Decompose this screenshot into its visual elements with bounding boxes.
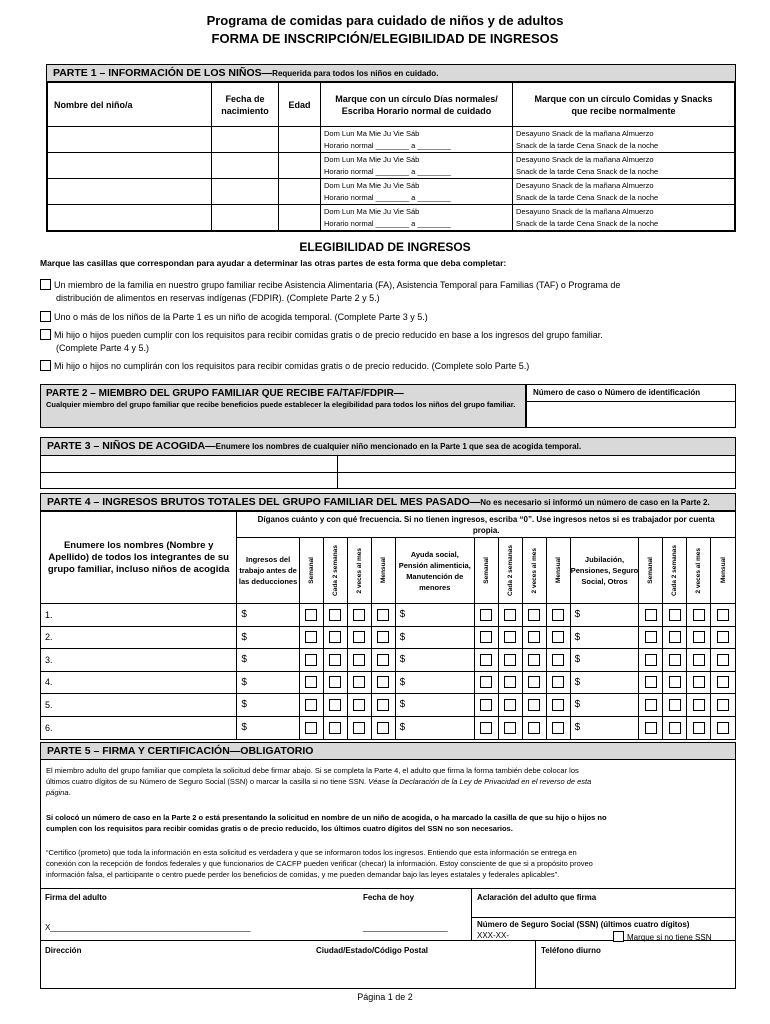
frequency-checkbox[interactable] — [693, 676, 705, 688]
frequency-checkbox[interactable] — [669, 722, 681, 734]
frequency-cell — [687, 671, 711, 694]
assistance-checkbox[interactable] — [40, 279, 51, 290]
frequency-cell — [474, 671, 498, 694]
part2-title: PARTE 2 – MIEMBRO DEL GRUPO FAMILIAR QUE RECIBE FA/TAF/FDPIR— — [46, 388, 404, 399]
member-name-field[interactable]: 4. — [41, 671, 237, 694]
frequency-checkbox[interactable] — [504, 722, 516, 734]
child-name-field[interactable] — [48, 127, 212, 153]
child-row — [48, 205, 735, 231]
col-days-hours: Marque con un círculo Días normales/ Escriba Horario normal de cuidado — [321, 83, 513, 127]
child-birth-field[interactable] — [212, 205, 279, 231]
frequency-cell — [663, 671, 687, 694]
frequency-cell — [546, 626, 570, 649]
frequency-cell — [663, 649, 687, 672]
ssn-field[interactable]: XXX-XX- — [477, 931, 510, 940]
frequency-cell — [299, 649, 323, 672]
frequency-checkbox[interactable] — [329, 676, 341, 688]
frequency-cell — [347, 694, 371, 717]
frequency-cell — [639, 649, 663, 672]
frequency-checkbox[interactable] — [717, 609, 729, 621]
freq-label: Cada 2 semanas — [331, 545, 339, 596]
frequency-checkbox[interactable] — [480, 676, 492, 688]
col-age: Edad — [279, 83, 321, 127]
part1-header — [47, 65, 735, 82]
frequency-cell — [323, 716, 347, 739]
child-name-field[interactable] — [48, 153, 212, 179]
case-number-label: Número de caso o Número de identificación — [533, 388, 701, 397]
form-subtitle: FORMA DE INSCRIPCIÓN/ELEGIBILIDAD DE INGRESOS — [211, 31, 559, 46]
case-number-divider — [526, 401, 736, 402]
frequency-cell — [639, 716, 663, 739]
frequency-checkbox[interactable] — [353, 722, 365, 734]
frequency-checkbox[interactable] — [693, 722, 705, 734]
foster-name-field[interactable] — [337, 472, 735, 488]
frequency-cell — [711, 604, 735, 627]
frequency-cell — [687, 649, 711, 672]
income-row — [41, 649, 735, 672]
part3-section — [40, 437, 736, 489]
signature-line[interactable]: X_____________________________________________ — [45, 923, 251, 932]
frequency-cell — [347, 649, 371, 672]
member-name-field[interactable]: 6. — [41, 716, 237, 739]
sign-instructions: El miembro adulto del grupo familiar que completa la solicitud debe firmar abajo. Si se completa la Parte 4, el adulto que firma la forma también debe colocar los últimos cuatro dígitos de su Número de Seguro Social (SSN) o marcar la casilla si no tiene SSN. Véase la Declaración de la Ley de Privacidad en el reverso de esta página. — [46, 766, 592, 797]
income-amount-field[interactable]: $ — [237, 716, 300, 739]
income-amount-field[interactable]: $ — [570, 649, 639, 672]
frequency-checkbox[interactable] — [645, 699, 657, 711]
part3-title: PARTE 3 – NIÑOS DE ACOGIDA— — [47, 440, 216, 452]
option-assistance: Un miembro de la familia en nuestro grupo familiar recibe Asistencia Alimentaria (FA), Asistencia Temporal para Familias (TAF) o Programa de distribución de alimentos en reservas indígenas (FDPIR). (Complete Parte 2 y 5.) — [40, 279, 740, 305]
frequency-cell — [299, 716, 323, 739]
freq-label: Semanal — [647, 557, 655, 584]
income-amount-field[interactable]: $ — [237, 626, 300, 649]
member-name-field[interactable]: 1. — [41, 604, 237, 627]
frequency-cell — [711, 626, 735, 649]
frequency-checkbox[interactable] — [528, 676, 540, 688]
freq-label: Mensual — [379, 557, 387, 584]
part3-header — [41, 438, 735, 456]
income-amount-field[interactable]: $ — [570, 671, 639, 694]
meals-cell[interactable]: Desayuno Snack de la mañana Almuerzo Snack de la tarde Cena Snack de la noche — [513, 153, 735, 179]
frequency-cell — [687, 604, 711, 627]
frequency-cell — [474, 626, 498, 649]
frequency-cell — [498, 716, 522, 739]
income-amount-field[interactable]: $ — [237, 671, 300, 694]
frequency-checkbox[interactable] — [353, 609, 365, 621]
frequency-checkbox[interactable] — [329, 722, 341, 734]
frequency-cell — [522, 694, 546, 717]
freq-label: 2 veces al mes — [695, 547, 703, 594]
frequency-cell — [522, 716, 546, 739]
frequency-checkbox[interactable] — [305, 676, 317, 688]
signature-label: Firma del adulto — [45, 893, 107, 902]
col-child-name: Nombre del niño/a — [48, 83, 212, 127]
frequency-cell — [474, 604, 498, 627]
member-name-field[interactable]: 2. — [41, 626, 237, 649]
freq-label: Semanal — [307, 557, 315, 584]
frequency-cell — [323, 626, 347, 649]
frequency-cell — [371, 604, 395, 627]
frequency-cell — [498, 649, 522, 672]
frequency-cell — [663, 626, 687, 649]
days-cell[interactable]: Dom Lun Ma Mie Ju Vie Sáb Horario normal ________ a ________ — [321, 127, 513, 153]
income-amount-field[interactable]: $ — [395, 626, 474, 649]
child-birth-field[interactable] — [212, 179, 279, 205]
frequency-checkbox[interactable] — [377, 699, 389, 711]
frequency-cell — [371, 671, 395, 694]
frequency-cell — [663, 716, 687, 739]
frequency-cell — [347, 716, 371, 739]
printed-name-label: Aclaración del adulto que firma — [477, 893, 597, 902]
frequency-checkbox[interactable] — [552, 676, 564, 688]
income-amount-field[interactable]: $ — [570, 604, 639, 627]
frequency-checkbox[interactable] — [305, 631, 317, 643]
frequency-cell — [522, 626, 546, 649]
child-age-field[interactable] — [279, 153, 321, 179]
col-meals: Marque con un círculo Comidas y Snacks que recibe normalmente — [513, 83, 735, 127]
income-instructions: Díganos cuánto y con qué frecuencia. Si no tienen ingresos, escriba “0”. Use ingresos netos si es trabajador por cuenta propia. — [237, 512, 735, 538]
certification-text: “Certifico (prometo) que toda la información en esta solicitud es verdadera y que se informaron todos los ingresos. Entiendo que esta información se entrega en conexión con la recepción de fondos federales y que funcionarios de CACFP pueden verificar (checar) la información. Estoy consciente de que si a propósito proveo información falsa, el participante o centro puede perder los beneficios de comidas, y me pueden demandar bajo las leyes estatales y federales aplicables”. — [46, 848, 593, 879]
income-row — [41, 626, 735, 649]
frequency-checkbox[interactable] — [669, 609, 681, 621]
freq-label: Semanal — [482, 557, 490, 584]
no-ssn-option: Marque si no tiene SSN — [613, 931, 712, 942]
income-amount-field[interactable]: $ — [395, 604, 474, 627]
members-header: Enumere los nombres (Nombre y Apellido) de todos los integrantes de su grupo familiar, incluso niños de acogida — [41, 512, 237, 604]
part1-subtitle: Requerida para todos los niños en cuidado. — [272, 69, 439, 78]
frequency-checkbox[interactable] — [669, 654, 681, 666]
foster-name-field[interactable] — [41, 472, 337, 488]
frequency-checkbox[interactable] — [717, 722, 729, 734]
eligibility-title: ELEGIBILIDAD DE INGRESOS — [299, 240, 471, 254]
frequency-checkbox[interactable] — [693, 609, 705, 621]
frequency-checkbox[interactable] — [353, 654, 365, 666]
income-amount-field[interactable]: $ — [237, 694, 300, 717]
child-age-field[interactable] — [279, 205, 321, 231]
frequency-cell — [299, 694, 323, 717]
frequency-checkbox[interactable] — [645, 609, 657, 621]
frequency-checkbox[interactable] — [693, 699, 705, 711]
foster-checkbox[interactable] — [40, 311, 51, 322]
src-work-header: Ingresos del trabajo antes de las deducciones — [237, 538, 300, 604]
frequency-cell — [711, 694, 735, 717]
frequency-checkbox[interactable] — [552, 609, 564, 621]
frequency-cell — [498, 626, 522, 649]
income-amount-field[interactable]: $ — [570, 694, 639, 717]
part4-title: PARTE 4 – INGRESOS BRUTOS TOTALES DEL GRUPO FAMILIAR DEL MES PASADO— — [47, 496, 481, 508]
income-amount-field[interactable]: $ — [395, 694, 474, 717]
frequency-checkbox[interactable] — [305, 654, 317, 666]
divider — [471, 888, 472, 940]
frequency-checkbox[interactable] — [480, 609, 492, 621]
frequency-checkbox[interactable] — [504, 631, 516, 643]
part1-section — [46, 64, 736, 232]
frequency-checkbox[interactable] — [669, 676, 681, 688]
foster-name-field[interactable] — [337, 456, 735, 472]
part2-section — [40, 384, 526, 428]
frequency-checkbox[interactable] — [504, 699, 516, 711]
income-amount-field[interactable]: $ — [237, 604, 300, 627]
frequency-cell — [323, 649, 347, 672]
address-label: Dirección — [45, 946, 82, 955]
frequency-cell — [546, 716, 570, 739]
frequency-cell — [371, 626, 395, 649]
part4-header — [41, 494, 735, 511]
frequency-checkbox[interactable] — [693, 631, 705, 643]
src-assistance-header: Ayuda social, Pensión alimenticia, Manutención de menores — [395, 538, 474, 604]
days-cell[interactable]: Dom Lun Ma Mie Ju Vie Sáb Horario normal ________ a ________ — [321, 153, 513, 179]
income-rows — [41, 604, 735, 739]
child-name-field[interactable] — [48, 179, 212, 205]
frequency-checkbox[interactable] — [528, 722, 540, 734]
days-cell[interactable]: Dom Lun Ma Mie Ju Vie Sáb Horario normal ________ a ________ — [321, 205, 513, 231]
not-eligible-checkbox[interactable] — [40, 360, 51, 371]
frequency-cell — [711, 649, 735, 672]
income-amount-field[interactable]: $ — [237, 649, 300, 672]
frequency-checkbox[interactable] — [377, 609, 389, 621]
child-age-field[interactable] — [279, 179, 321, 205]
frequency-cell — [347, 604, 371, 627]
frequency-cell — [687, 626, 711, 649]
src-retirement-header: Jubilación, Pensiones, Seguro Social, Otros — [570, 538, 639, 604]
income-amount-field[interactable]: $ — [570, 626, 639, 649]
frequency-cell — [299, 626, 323, 649]
frequency-checkbox[interactable] — [305, 722, 317, 734]
frequency-checkbox[interactable] — [305, 609, 317, 621]
freq-label: 2 veces al mes — [530, 547, 538, 594]
income-amount-field[interactable]: $ — [395, 716, 474, 739]
frequency-checkbox[interactable] — [353, 676, 365, 688]
income-row — [41, 716, 735, 739]
frequency-checkbox[interactable] — [645, 676, 657, 688]
frequency-checkbox[interactable] — [329, 609, 341, 621]
freq-label: Mensual — [719, 557, 727, 584]
page-number: Página 1 de 2 — [357, 992, 413, 1002]
child-birth-field[interactable] — [212, 127, 279, 153]
frequency-checkbox[interactable] — [693, 654, 705, 666]
frequency-cell — [663, 604, 687, 627]
option-income: Mi hijo o hijos pueden cumplir con los requisitos para recibir comidas gratis o de precio reducido en base a los ingresos del grupo familiar. (Complete Parte 4 y 5.) — [40, 329, 740, 355]
frequency-checkbox[interactable] — [305, 699, 317, 711]
freq-label: Cada 2 semanas — [671, 545, 679, 596]
freq-label: Cada 2 semanas — [506, 545, 514, 596]
income-checkbox[interactable] — [40, 329, 51, 340]
frequency-cell — [546, 694, 570, 717]
frequency-cell — [546, 671, 570, 694]
freq-label: Mensual — [554, 557, 562, 584]
case-number-field[interactable] — [526, 384, 736, 428]
frequency-cell — [639, 694, 663, 717]
frequency-checkbox[interactable] — [717, 631, 729, 643]
frequency-cell — [522, 671, 546, 694]
income-table — [41, 511, 735, 739]
part2-description: Cualquier miembro del grupo familiar que recibe beneficios puede establecer la elegibilidad para todos los niños del grupo familiar. — [46, 400, 516, 409]
frequency-cell — [323, 694, 347, 717]
frequency-cell — [546, 604, 570, 627]
frequency-checkbox[interactable] — [329, 699, 341, 711]
frequency-checkbox[interactable] — [480, 722, 492, 734]
child-birth-field[interactable] — [212, 153, 279, 179]
divider — [535, 940, 536, 988]
frequency-checkbox[interactable] — [669, 699, 681, 711]
divider — [41, 888, 735, 889]
frequency-checkbox[interactable] — [353, 631, 365, 643]
option-foster: Uno o más de los niños de la Parte 1 es un niño de acogida temporal. (Complete Parte 3 y 5.) — [40, 311, 740, 324]
frequency-cell — [371, 716, 395, 739]
frequency-cell — [323, 671, 347, 694]
part5-section — [40, 742, 736, 989]
frequency-cell — [711, 671, 735, 694]
part3-subtitle: Enumere los nombres de cualquier niño mencionado en la Parte 1 que sea de acogida temporal. — [215, 442, 582, 451]
frequency-checkbox[interactable] — [645, 654, 657, 666]
income-row — [41, 671, 735, 694]
child-row — [48, 179, 735, 205]
child-row — [48, 127, 735, 153]
frequency-checkbox[interactable] — [645, 631, 657, 643]
part5-header: PARTE 5 – FIRMA Y CERTIFICACIÓN—OBLIGATORIO — [41, 743, 735, 760]
frequency-checkbox[interactable] — [717, 676, 729, 688]
frequency-checkbox[interactable] — [552, 699, 564, 711]
member-name-field[interactable]: 5. — [41, 694, 237, 717]
foster-name-field[interactable] — [41, 456, 337, 472]
frequency-checkbox[interactable] — [480, 631, 492, 643]
meals-cell[interactable]: Desayuno Snack de la mañana Almuerzo Snack de la tarde Cena Snack de la noche — [513, 127, 735, 153]
eligibility-instructions: Marque las casillas que correspondan para ayudar a determinar las otras partes de esta forma que deba completar: — [40, 258, 507, 268]
frequency-checkbox[interactable] — [528, 609, 540, 621]
frequency-cell — [663, 694, 687, 717]
child-age-field[interactable] — [279, 127, 321, 153]
frequency-cell — [687, 716, 711, 739]
member-name-field[interactable]: 3. — [41, 649, 237, 672]
frequency-checkbox[interactable] — [504, 654, 516, 666]
no-ssn-checkbox[interactable] — [613, 931, 624, 942]
frequency-checkbox[interactable] — [480, 699, 492, 711]
frequency-checkbox[interactable] — [669, 631, 681, 643]
frequency-checkbox[interactable] — [552, 722, 564, 734]
frequency-checkbox[interactable] — [645, 722, 657, 734]
frequency-cell — [546, 649, 570, 672]
frequency-checkbox[interactable] — [377, 631, 389, 643]
date-label: Fecha de hoy — [363, 893, 415, 902]
frequency-checkbox[interactable] — [353, 699, 365, 711]
frequency-cell — [474, 716, 498, 739]
income-amount-field[interactable]: $ — [395, 649, 474, 672]
ssn-exemption-note: Si colocó un número de caso en la Parte 2 o está presentando la solicitud en nombre de un niño de acogida, o ha marcado la casilla de que su hijo o hijos no cumplen con los requisitos para recibir comidas gratis o de precio reducido, los últimos cuatro dígitos del SSN no son necesarios. — [46, 813, 607, 833]
frequency-cell — [498, 671, 522, 694]
part1-title: PARTE 1 – INFORMACIÓN DE LOS NIÑOS— — [53, 67, 273, 79]
meals-cell[interactable]: Desayuno Snack de la mañana Almuerzo Snack de la tarde Cena Snack de la noche — [513, 179, 735, 205]
frequency-checkbox[interactable] — [504, 609, 516, 621]
frequency-checkbox[interactable] — [377, 654, 389, 666]
frequency-cell — [711, 716, 735, 739]
frequency-cell — [639, 604, 663, 627]
ssn-label: Número de Seguro Social (SSN) (últimos cuatro dígitos) — [477, 920, 690, 929]
frequency-cell — [474, 694, 498, 717]
frequency-checkbox[interactable] — [504, 676, 516, 688]
part4-subtitle: No es necesario si informó un número de caso en la Parte 2. — [480, 498, 710, 507]
frequency-cell — [347, 626, 371, 649]
form-title: Programa de comidas para cuidado de niños y de adultos — [206, 13, 564, 28]
option-not-eligible: Mi hijo o hijos no cumplirán con los requisitos para recibir comidas gratis o de precio reducido. (Complete solo Parte 5.) — [40, 360, 740, 373]
frequency-cell — [323, 604, 347, 627]
frequency-cell — [299, 671, 323, 694]
divider — [471, 917, 735, 918]
child-name-field[interactable] — [48, 205, 212, 231]
frequency-checkbox[interactable] — [377, 722, 389, 734]
phone-label: Teléfono diurno — [541, 946, 601, 955]
frequency-cell — [498, 604, 522, 627]
frequency-cell — [687, 694, 711, 717]
frequency-cell — [522, 604, 546, 627]
frequency-checkbox[interactable] — [552, 654, 564, 666]
frequency-checkbox[interactable] — [377, 676, 389, 688]
meals-cell[interactable]: Desayuno Snack de la mañana Almuerzo Snack de la tarde Cena Snack de la noche — [513, 205, 735, 231]
frequency-checkbox[interactable] — [329, 631, 341, 643]
frequency-checkbox[interactable] — [528, 631, 540, 643]
date-line[interactable]: ___________________ — [363, 923, 448, 932]
frequency-cell — [498, 694, 522, 717]
income-row — [41, 604, 735, 627]
income-amount-field[interactable]: $ — [570, 716, 639, 739]
frequency-cell — [371, 649, 395, 672]
frequency-checkbox[interactable] — [717, 699, 729, 711]
part4-section — [40, 493, 736, 740]
frequency-checkbox[interactable] — [480, 654, 492, 666]
frequency-checkbox[interactable] — [528, 699, 540, 711]
frequency-cell — [299, 604, 323, 627]
city-state-zip-label: Ciudad/Estado/Código Postal — [316, 946, 429, 955]
income-row — [41, 694, 735, 717]
frequency-cell — [474, 649, 498, 672]
income-amount-field[interactable]: $ — [395, 671, 474, 694]
frequency-checkbox[interactable] — [552, 631, 564, 643]
foster-table — [41, 456, 735, 488]
child-row — [48, 153, 735, 179]
frequency-cell — [522, 649, 546, 672]
frequency-cell — [371, 694, 395, 717]
frequency-cell — [639, 671, 663, 694]
frequency-cell — [639, 626, 663, 649]
frequency-checkbox[interactable] — [717, 654, 729, 666]
frequency-checkbox[interactable] — [528, 654, 540, 666]
days-cell[interactable]: Dom Lun Ma Mie Ju Vie Sáb Horario normal ________ a ________ — [321, 179, 513, 205]
freq-label: 2 veces al mes — [355, 547, 363, 594]
children-table — [47, 82, 735, 231]
frequency-cell — [347, 671, 371, 694]
frequency-checkbox[interactable] — [329, 654, 341, 666]
col-birth-date: Fecha de nacimiento — [212, 83, 279, 127]
